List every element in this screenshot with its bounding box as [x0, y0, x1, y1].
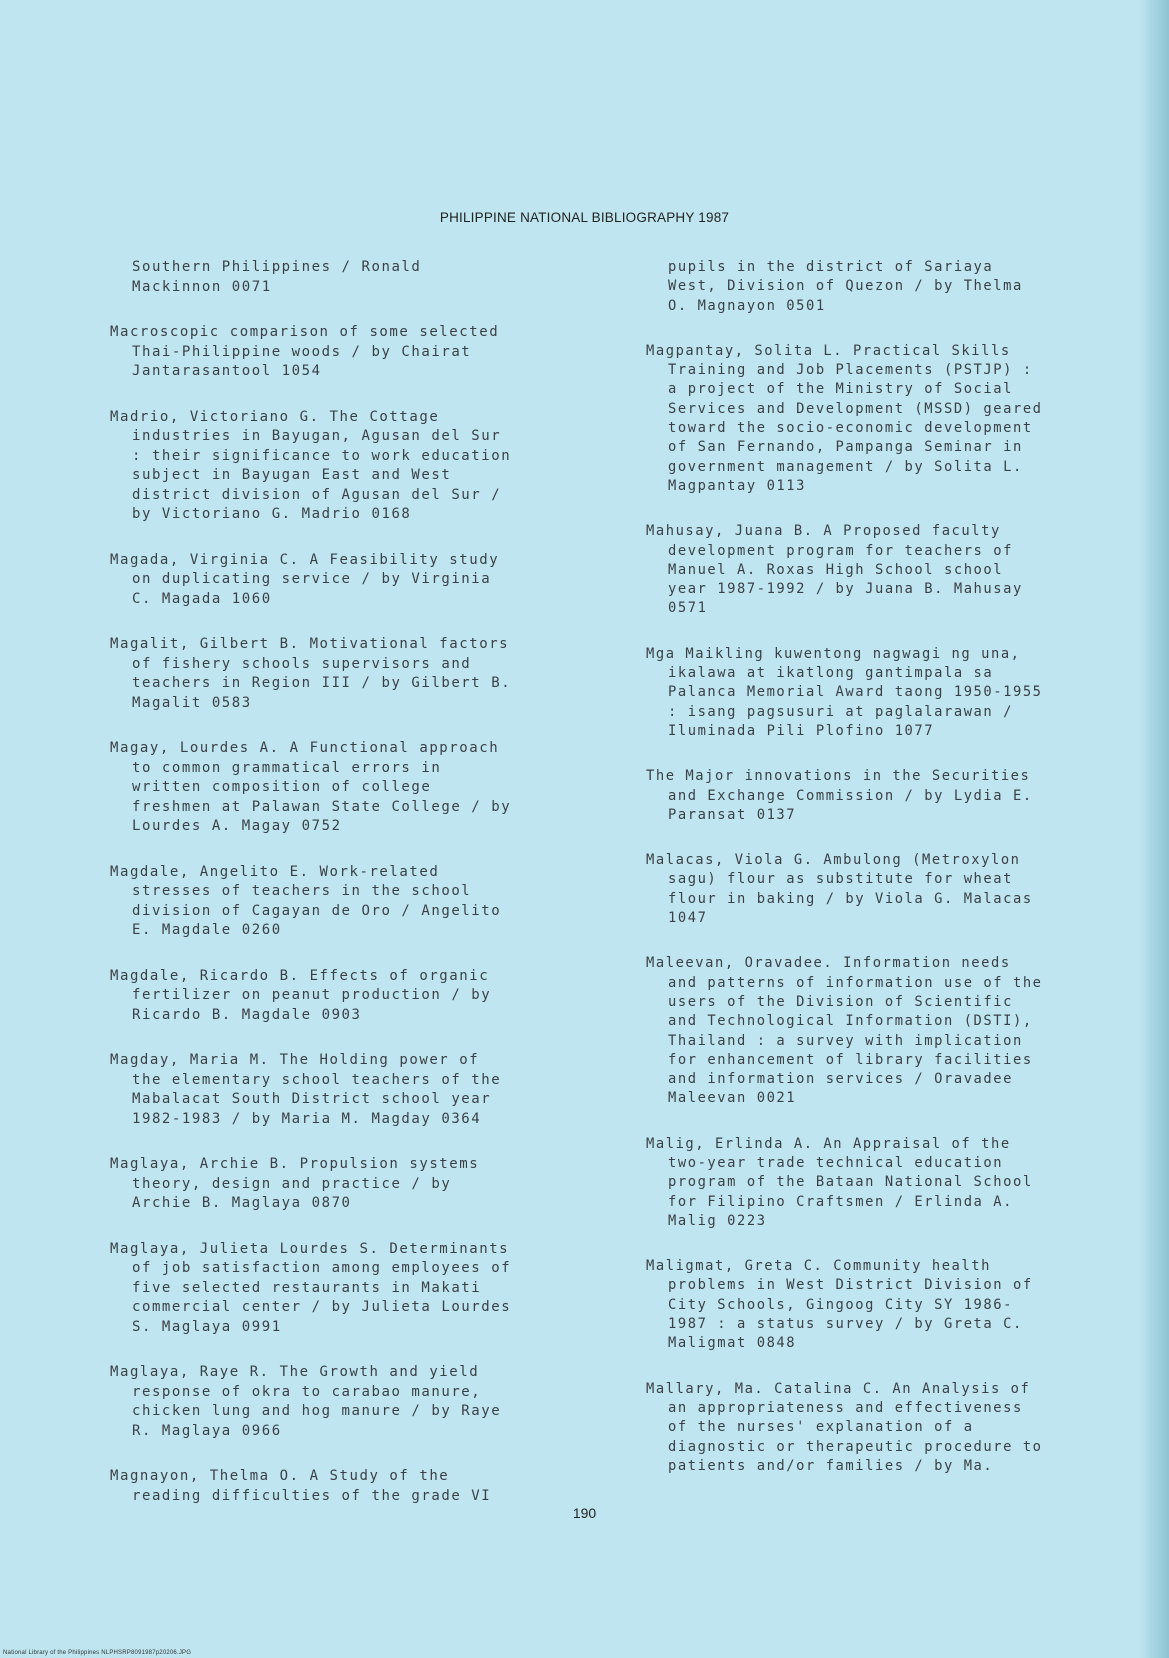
bibliography-entry: Magay, Lourdes A. A Functional approach to common grammatical errors in written composition of college freshmen at Palawan State College / by Lourdes A. Magay 0752: [110, 740, 512, 834]
bibliography-entry: Magpantay, Solita L. Practical Skills Training and Job Placements (PSTJP) : a project of the Ministry of Social Services and Development (MSSD) geared toward the socio-economic development of San Fernando, Pampanga Seminar in government management / by Solita L. Magpantay 0113: [646, 342, 1043, 494]
bibliography-entry: Maligmat, Greta C. Community health problems in West District Division of City Schools, Gingoog City SY 1986- 1987 : a status survey / by Greta C. Maligmat 0848: [646, 1258, 1033, 1352]
bibliography-entry: Malacas, Viola G. Ambulong (Metroxylon sagu) flour as substitute for wheat flour in baking / by Viola G. Malacas 1047: [646, 852, 1033, 927]
bibliography-entry: Malig, Erlinda A. An Appraisal of the two-year trade technical education program of the Bataan National School for Filipino Craftsmen / Erlinda A. Malig 0223: [646, 1135, 1033, 1229]
bibliography-entry: Magday, Maria M. The Holding power of the elementary school teachers of the Mabalacat South District school year 1982-1983 / by Maria M. Magday 0364: [110, 1052, 502, 1127]
bibliography-entry: pupils in the district of Sariaya West, Division of Quezon / by Thelma O. Magnayon 0501: [668, 259, 1023, 314]
bibliography-entry: Macroscopic comparison of some selected Thai-Philippine woods / by Chairat Jantarasantool 1054: [110, 324, 500, 379]
bibliography-entry: Magnayon, Thelma O. A Study of the reading difficulties of the grade VI: [110, 1468, 492, 1504]
bibliography-entry: Mahusay, Juana B. A Proposed faculty development program for teachers of Manuel A. Roxas High School school year 1987-1992 / by Juana B. Mahusay 0571: [646, 523, 1023, 617]
bibliography-entry: Southern Philippines / Ronald Mackinnon 0071: [132, 259, 422, 295]
bibliography-entry: Madrio, Victoriano G. The Cottage industries in Bayugan, Agusan del Sur : their significance to work education subject in Bayugan East and West district division of Agusan del Sur / by Victoriano G. Madrio 0168: [110, 408, 512, 522]
bibliography-entry: Maglaya, Julieta Lourdes S. Determinants of job satisfaction among employees of five selected restaurants in Makati commercial center / by Julieta Lourdes S. Maglaya 0991: [110, 1240, 512, 1335]
page-header-title: PHILIPPINE NATIONAL BIBLIOGRAPHY 1987: [439, 210, 730, 225]
bibliography-entry: Maglaya, Archie B. Propulsion systems theory, design and practice / by Archie B. Maglaya 0870: [110, 1156, 480, 1211]
bibliography-entry: Maglaya, Raye R. The Growth and yield response of okra to carabao manure, chicken lung and hog manure / by Raye R. Maglaya 0966: [110, 1364, 502, 1439]
bibliography-entry: Maleevan, Oravadee. Information needs and patterns of information use of the users of the Division of Scientific and Technological Information (DSTI), Thailand : a survey with implication for enhancement of library facilities and information services / Oravadee Maleevan 0021: [646, 955, 1043, 1107]
bibliography-entry: Magada, Virginia C. A Feasibility study on duplicating service / by Virginia C. Magada 1060: [110, 551, 500, 607]
bibliography-entry: Mga Maikling kuwentong nagwagi ng una, ikalawa at ikatlong gantimpala sa Palanca Memorial Award taong 1950-1955 : isang pagsusuri at paglalarawan / Iluminada Pili Plofino 1077: [646, 645, 1043, 739]
right-column: [646, 258, 1146, 1502]
left-column: [110, 258, 610, 1532]
bibliography-entry: The Major innovations in the Securities and Exchange Commission / by Lydia E. Paransat 0137: [646, 768, 1033, 823]
scan-footer-caption: National Library of the Philippines NLPHSRP8091987p20206.JPG: [3, 1650, 192, 1656]
bibliography-entry: Magalit, Gilbert B. Motivational factors of fishery schools supervisors and teachers in Region III / by Gilbert B. Magalit 0583: [110, 636, 512, 711]
bibliography-entry: Magdale, Ricardo B. Effects of organic fertilizer on peanut production / by Ricardo B. Magdale 0903: [110, 967, 492, 1023]
bibliography-entry: Mallary, Ma. Catalina C. An Analysis of an appropriateness and effectiveness of the nurses' explanation of a diagnostic or therapeutic procedure to patients and/or families / by Ma.: [646, 1380, 1043, 1474]
bibliography-entry: Magdale, Angelito E. Work-related stresses of teachers in the school division of Cagayan de Oro / Angelito E. Magdale 0260: [110, 863, 502, 938]
page-number: 190: [572, 1505, 597, 1521]
